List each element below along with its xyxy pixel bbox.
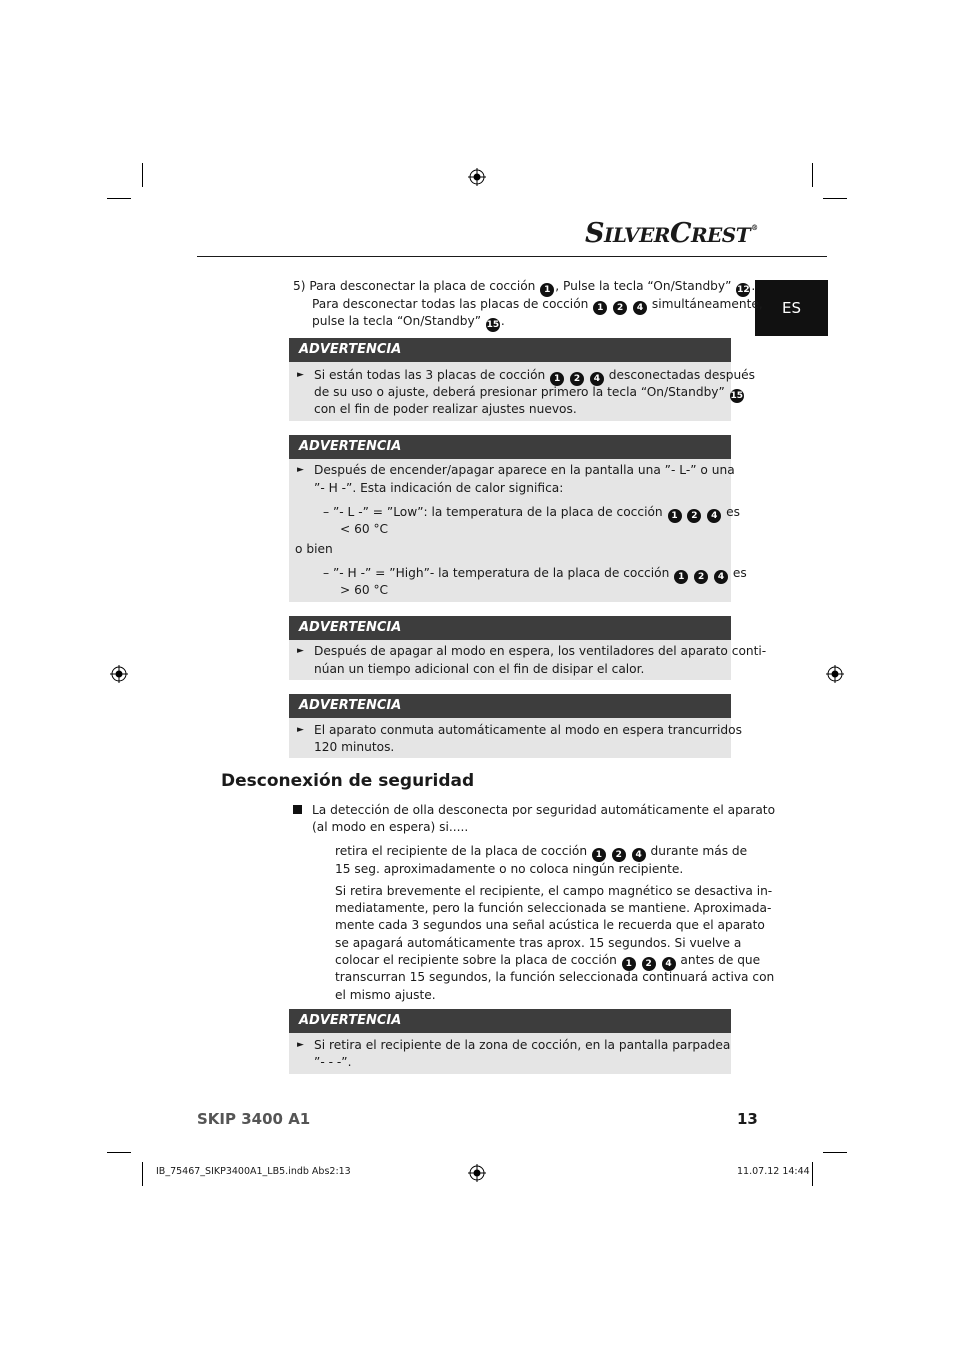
number-badge-icon: 4: [714, 570, 728, 584]
number-badge-icon: 1: [622, 957, 636, 971]
warning-text: El aparato conmuta automáticamente al modo en espera trancurridos: [314, 723, 742, 737]
body-text: el mismo ajuste.: [335, 988, 436, 1002]
body-text: Si retira brevemente el recipiente, el campo magnético se desactiva in-: [335, 884, 773, 898]
warning-text: Si están todas las 3 placas de cocción 1 2 4 desconectadas después: [314, 368, 756, 384]
number-badge-icon: 15: [730, 391, 743, 401]
warning-text: ”- H -”. Esta indicación de calor significa:: [314, 481, 564, 495]
registration-mark-icon: [468, 168, 486, 186]
warning-text: > 60 °C: [340, 583, 389, 597]
number-badge-icon: 2: [612, 848, 626, 862]
registered-mark: ®: [751, 223, 758, 232]
body-text: La detección de olla desconecta por seguridad automáticamente el aparato: [312, 803, 776, 817]
crop-mark: [142, 163, 143, 187]
step5-line2: Para desconectar todas las placas de cocción 1 2 4 simultáneamente,: [312, 297, 763, 313]
arrow-bullet-icon: ►: [297, 646, 304, 656]
number-badge-icon: 1: [550, 372, 564, 386]
number-badge-icon: 1: [668, 509, 682, 523]
crop-mark: [823, 198, 847, 199]
registration-mark-icon: [110, 665, 128, 683]
number-badge-icon: 4: [662, 957, 676, 971]
warning-header: ADVERTENCIA: [289, 1009, 731, 1033]
arrow-bullet-icon: ►: [297, 1040, 304, 1050]
body-text: retira el recipiente de la placa de cocción 1 2 4 durante más de: [335, 844, 748, 860]
warning-text: con el fin de poder realizar ajustes nuevos.: [314, 402, 577, 416]
number-badge-icon: 12: [737, 285, 750, 295]
crop-mark: [823, 1152, 847, 1153]
warning-text: 120 minutos.: [314, 740, 395, 754]
logo-letter: C: [669, 218, 691, 249]
header-rule: [197, 256, 827, 257]
warning-text: Si retira el recipiente de la zona de cocción, en la pantalla parpadea: [314, 1038, 731, 1052]
warning-text: Después de apagar al modo en espera, los ventiladores del aparato conti-: [314, 644, 767, 658]
body-text: transcurran 15 segundos, la función seleccionada continuará activa con: [335, 970, 775, 984]
arrow-bullet-icon: ►: [297, 370, 304, 380]
warning-box: [289, 694, 742, 758]
warning-header: ADVERTENCIA: [289, 694, 731, 718]
warning-box: [289, 1009, 731, 1074]
number-badge-icon: 2: [687, 509, 701, 523]
square-bullet-icon: [293, 805, 302, 814]
body-text: se apagará automáticamente tras aprox. 15 segundos. Si vuelve a: [335, 936, 742, 950]
body-text: mente cada 3 segundos una señal acústica le recuerda que el aparato: [335, 918, 765, 932]
number-badge-icon: 4: [633, 301, 647, 315]
language-tab: ES: [755, 280, 828, 336]
number-badge-icon: 2: [613, 301, 627, 315]
warning-header: ADVERTENCIA: [289, 435, 731, 459]
number-badge-icon: 2: [570, 372, 584, 386]
body-text: 15 seg. aproximadamente o no coloca ningún recipiente.: [335, 862, 684, 876]
crop-mark: [107, 198, 131, 199]
number-badge-icon: 1: [674, 570, 688, 584]
warning-box: [289, 616, 767, 680]
registration-mark-icon: [826, 665, 844, 683]
warning-text: Después de encender/apagar aparece en la pantalla una ”- L-” o una: [314, 463, 735, 477]
warning-box: [289, 338, 756, 421]
model-name: SKIP 3400 A1: [197, 1110, 311, 1128]
page-number: 13: [737, 1110, 758, 1128]
crop-mark: [142, 1162, 143, 1186]
body-text: (al modo en espera) si.....: [312, 820, 469, 834]
warning-header: ADVERTENCIA: [289, 338, 731, 362]
registration-mark-icon: [468, 1164, 486, 1182]
number-badge-icon: 1: [540, 283, 554, 297]
warning-box: [289, 435, 747, 602]
number-badge-icon: 15: [486, 320, 500, 330]
number-badge-icon: 4: [707, 509, 721, 523]
step5-line1: 5) Para desconectar la placa de cocción 1 , Pulse la tecla “On/Standby” 12 .: [293, 279, 756, 295]
crop-mark: [812, 163, 813, 187]
logo-letters: ILVER: [604, 223, 670, 247]
print-slug-file: IB_75467_SIKP3400A1_LB5.indb Abs2:13: [156, 1166, 351, 1177]
number-badge-icon: 4: [632, 848, 646, 862]
logo-letter: S: [585, 218, 604, 249]
number-badge-icon: 4: [590, 372, 604, 386]
body-text: mediatamente, pero la función seleccionada se mantiene. Aproximada-: [335, 901, 772, 915]
number-badge-icon: 1: [592, 848, 606, 862]
warning-text: de su uso o ajuste, deberá presionar primero la tecla “On/Standby” 15: [314, 385, 743, 401]
logo-letters: REST: [690, 223, 751, 247]
body-text: colocar el recipiente sobre la placa de cocción 1 2 4 antes de que: [335, 953, 761, 969]
print-slug-date: 11.07.12 14:44: [737, 1166, 810, 1177]
number-badge-icon: 2: [694, 570, 708, 584]
warning-text: núan un tiempo adicional con el fin de disipar el calor.: [314, 662, 645, 676]
crop-mark: [107, 1152, 131, 1153]
section-title: Desconexión de seguridad: [221, 771, 475, 791]
step5-line3: pulse la tecla “On/Standby” 15 .: [312, 314, 505, 330]
brand-logo: [585, 218, 758, 252]
arrow-bullet-icon: ►: [297, 465, 304, 475]
arrow-bullet-icon: ►: [297, 725, 304, 735]
warning-text: < 60 °C: [340, 522, 389, 536]
warning-text: ”- - -”.: [314, 1055, 352, 1069]
warning-text: o bien: [295, 542, 333, 556]
number-badge-icon: 2: [642, 957, 656, 971]
crop-mark: [812, 1162, 813, 1186]
warning-text: – ”- H -” = ”High”- la temperatura de la placa de cocción 1 2 4 es: [323, 566, 747, 582]
number-badge-icon: 1: [593, 301, 607, 315]
warning-header: ADVERTENCIA: [289, 616, 731, 640]
warning-text: – ”- L -” = ”Low”: la temperatura de la placa de cocción 1 2 4 es: [323, 505, 741, 521]
